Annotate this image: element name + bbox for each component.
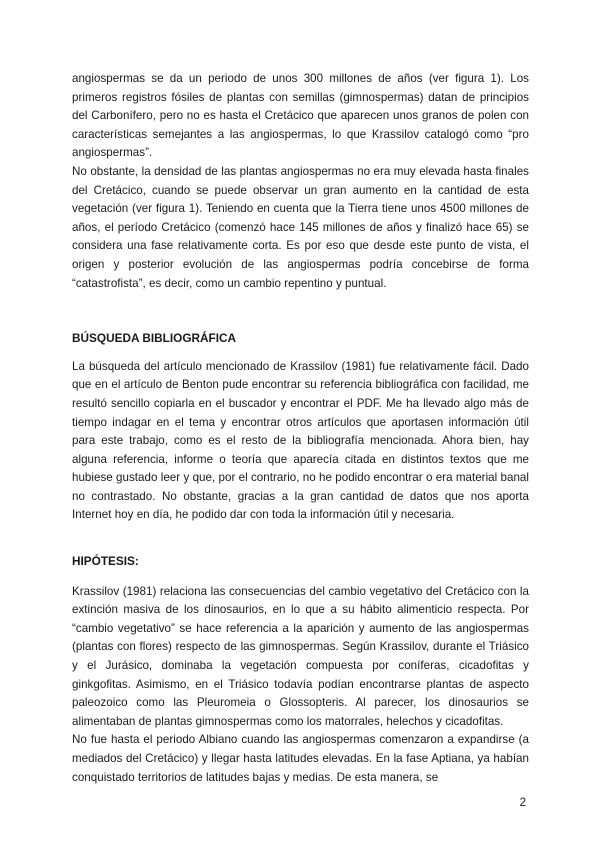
intro-paragraph-2: No obstante, la densidad de las plantas angiospermas no era muy elevada hasta finales del Cretácico, cuando se puede observar un gran aumento en la cantidad de esta vegetación (ver figura 1). Teniendo en cuenta que la Tierra tiene unos 4500 millones de años, el período Cretácico (comenzó hace 145 millones de años y finalizó hace 65) se considera una fase relativamente corta. Es por eso que desde este punto de vista, el origen y posterior evolución de las angiospermas podría concebirse de forma “catastrofista”, es decir, como un cambio repentino y puntual. [72,164,529,290]
hipotesis-heading: HIPÓTESIS: [72,554,139,569]
intro-paragraph-1: angiospermas se da un periodo de unos 300 millones de años (ver figura 1). Los primeros registros fósiles de plantas con semillas (gimnospermas) datan de principios del Carbonífero, pero no es hasta el Cretácico que aparecen unos granos de polen con características semejantes a las angiospermas, lo que Krassilov catalogó como “pro angiospermas”. [72,72,529,160]
intro-section [72,70,529,293]
hipotesis-paragraph-2: No fue hasta el periodo Albiano cuando las angiospermas comenzaron a expandirse (a mediados del Cretácico) y llegar hasta latitudes elevadas. En la fase Aptiana, ya habían conquistado territorios de latitudes bajas y medias. De esta manera, se [72,733,529,784]
busqueda-section [72,329,529,525]
busqueda-heading: BÚSQUEDA BIBLIOGRÁFICA [72,331,237,346]
document-page [72,70,529,787]
page-number: 2 [519,797,526,809]
hipotesis-paragraph-1: Krassilov (1981) relaciona las consecuencias del cambio vegetativo del Cretácico con la extinción masiva de los dinosaurios, en lo que a su hábito alimenticio respecta. Por “cambio vegetativo” se hace referencia a la aparición y aumento de las angiospermas (plantas con flores) respecto de las gimnospermas. Según Krassilov, durante el Triásico y el Jurásico, dominaba la vegetación compuesta por coníferas, cicadofitas y ginkgofitas. Asimismo, en el Triásico todavía podían encontrarse plantas de aspecto paleozoico como las Pleuromeia o Glossopteris. Al parecer, los dinosaurios se alimentaban de plantas gimnospermas como los matorrales, helechos y cicadofitas. [72,584,529,728]
hipotesis-section [72,552,529,787]
busqueda-paragraph-1: La búsqueda del artículo mencionado de Krassilov (1981) fue relativamente fácil. Dado que en el artículo de Benton pude encontrar su referencia bibliográfica con facilidad, me resultó sencillo copiarla en el buscador y encontrar el PDF. Me ha llevado algo más de tiempo indagar en el tema y encontrar otros artículos que aportasen información útil para este trabajo, como es el resto de la bibliografía mencionada. Ahora bien, hay alguna referencia, informe o teoría que aparecía citada en distintos textos que me hubiese gustado leer y que, por el contrario, no he podido encontrar o era material banal no contrastado. No obstante, gracias a la gran cantidad de datos que nos aporta Internet hoy en día, he podido dar con toda la información útil y necesaria. [72,359,529,522]
